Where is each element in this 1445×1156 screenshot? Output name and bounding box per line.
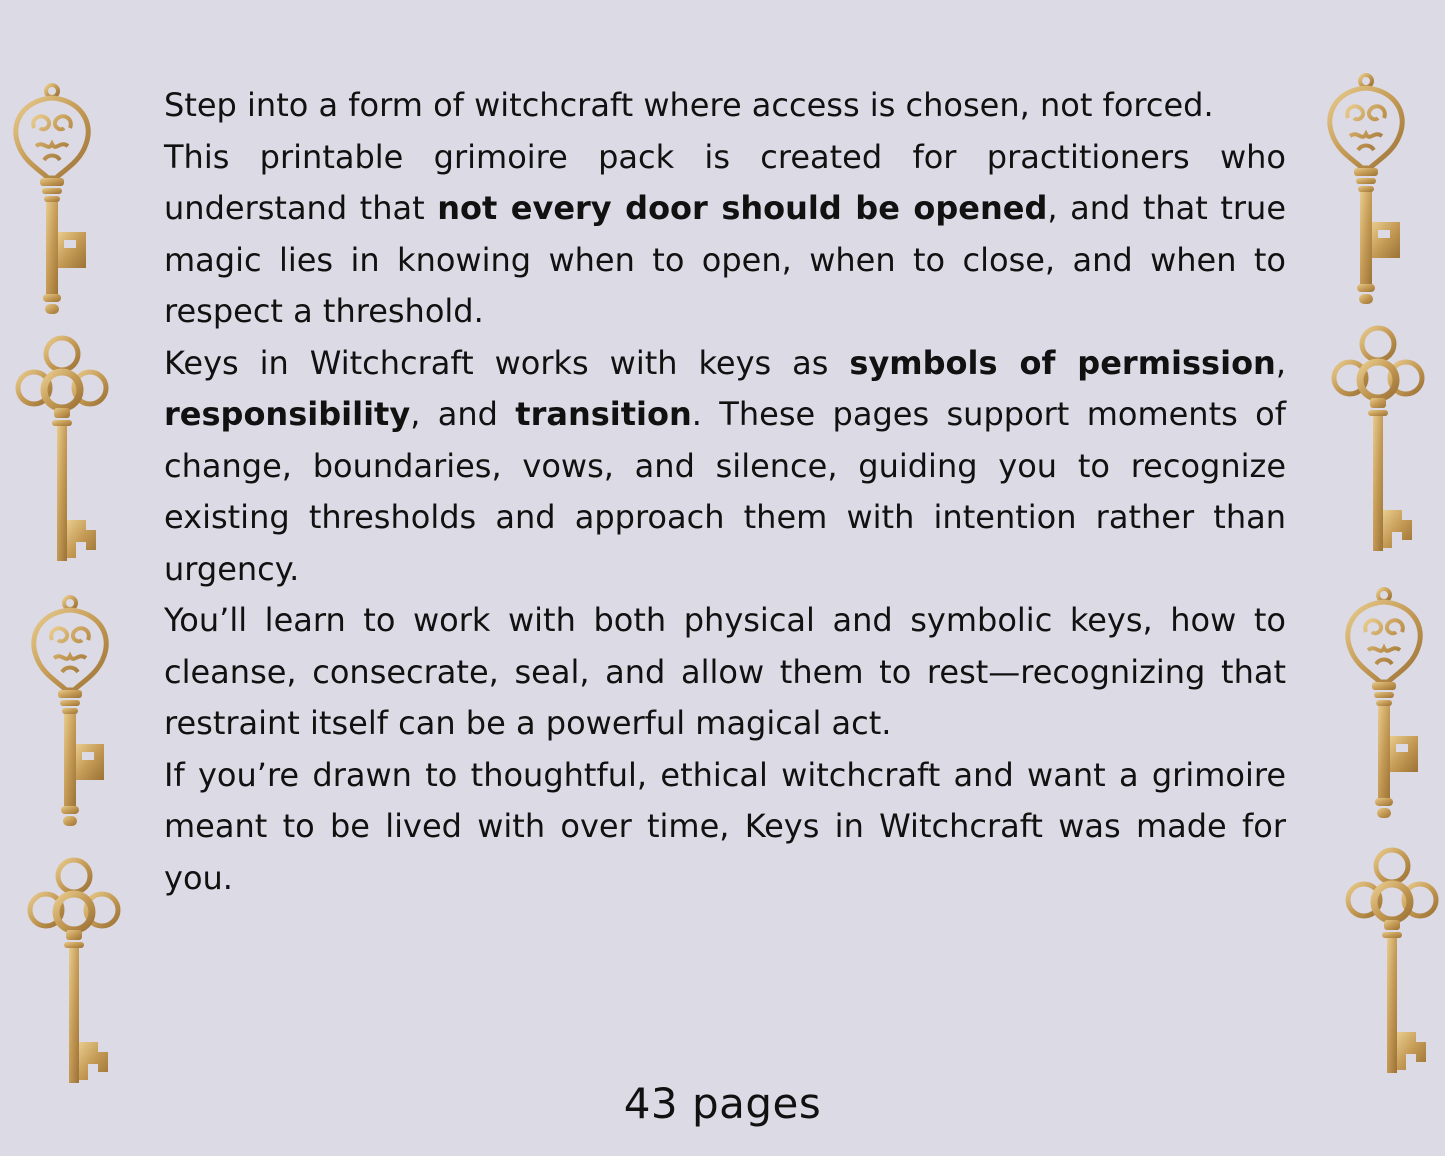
body-text: Step into a form of witchcraft where access is chosen, not forced. [164, 86, 1214, 124]
paragraph [164, 132, 1286, 338]
emphasis-text: symbols of permission [849, 343, 1276, 382]
paragraph [164, 595, 1286, 750]
body-text: You’ll learn to work with both physical and symbolic keys, how to cleanse, consecrate, seal, and allow them to rest—recognizing that restraint itself can be a powerful magical act. [164, 601, 1286, 742]
trefoil-key-icon [1330, 324, 1426, 560]
ornate-key-icon [4, 82, 100, 322]
trefoil-key-icon [1344, 846, 1440, 1082]
paragraph [164, 750, 1286, 905]
body-text: , [1275, 343, 1287, 382]
page-count: 43 pages [623, 1079, 822, 1128]
trefoil-key-icon [14, 334, 110, 570]
body-text: , and that true magic lies in knowing when to open, when to close, and when to respect a threshold. [164, 189, 1286, 330]
body-text: , and [410, 395, 516, 433]
ornate-key-icon [1336, 586, 1432, 826]
body-text: If you’re drawn to thoughtful, ethical witchcraft and want a grimoire meant to be lived with over time, Keys in Witchcraft was made for you. [164, 755, 1286, 897]
emphasis-text: not every door should be opened [437, 189, 1048, 227]
ornate-key-icon [1318, 72, 1414, 312]
paragraph [164, 80, 1286, 132]
description-text [164, 80, 1286, 904]
body-text: Keys in Witchcraft works with keys as [164, 343, 850, 382]
paragraph [164, 338, 1286, 596]
body-text: This printable grimoire pack is created for practitioners who understand that [164, 137, 1286, 227]
body-text: . These pages support moments of change, boundaries, vows, and silence, guiding you to recognize existing thresholds and approach them with intention rather than urgency. [164, 395, 1287, 588]
trefoil-key-icon [26, 856, 122, 1092]
emphasis-text: responsibility [164, 395, 411, 433]
emphasis-text: transition [515, 395, 692, 433]
ornate-key-icon [22, 594, 118, 834]
